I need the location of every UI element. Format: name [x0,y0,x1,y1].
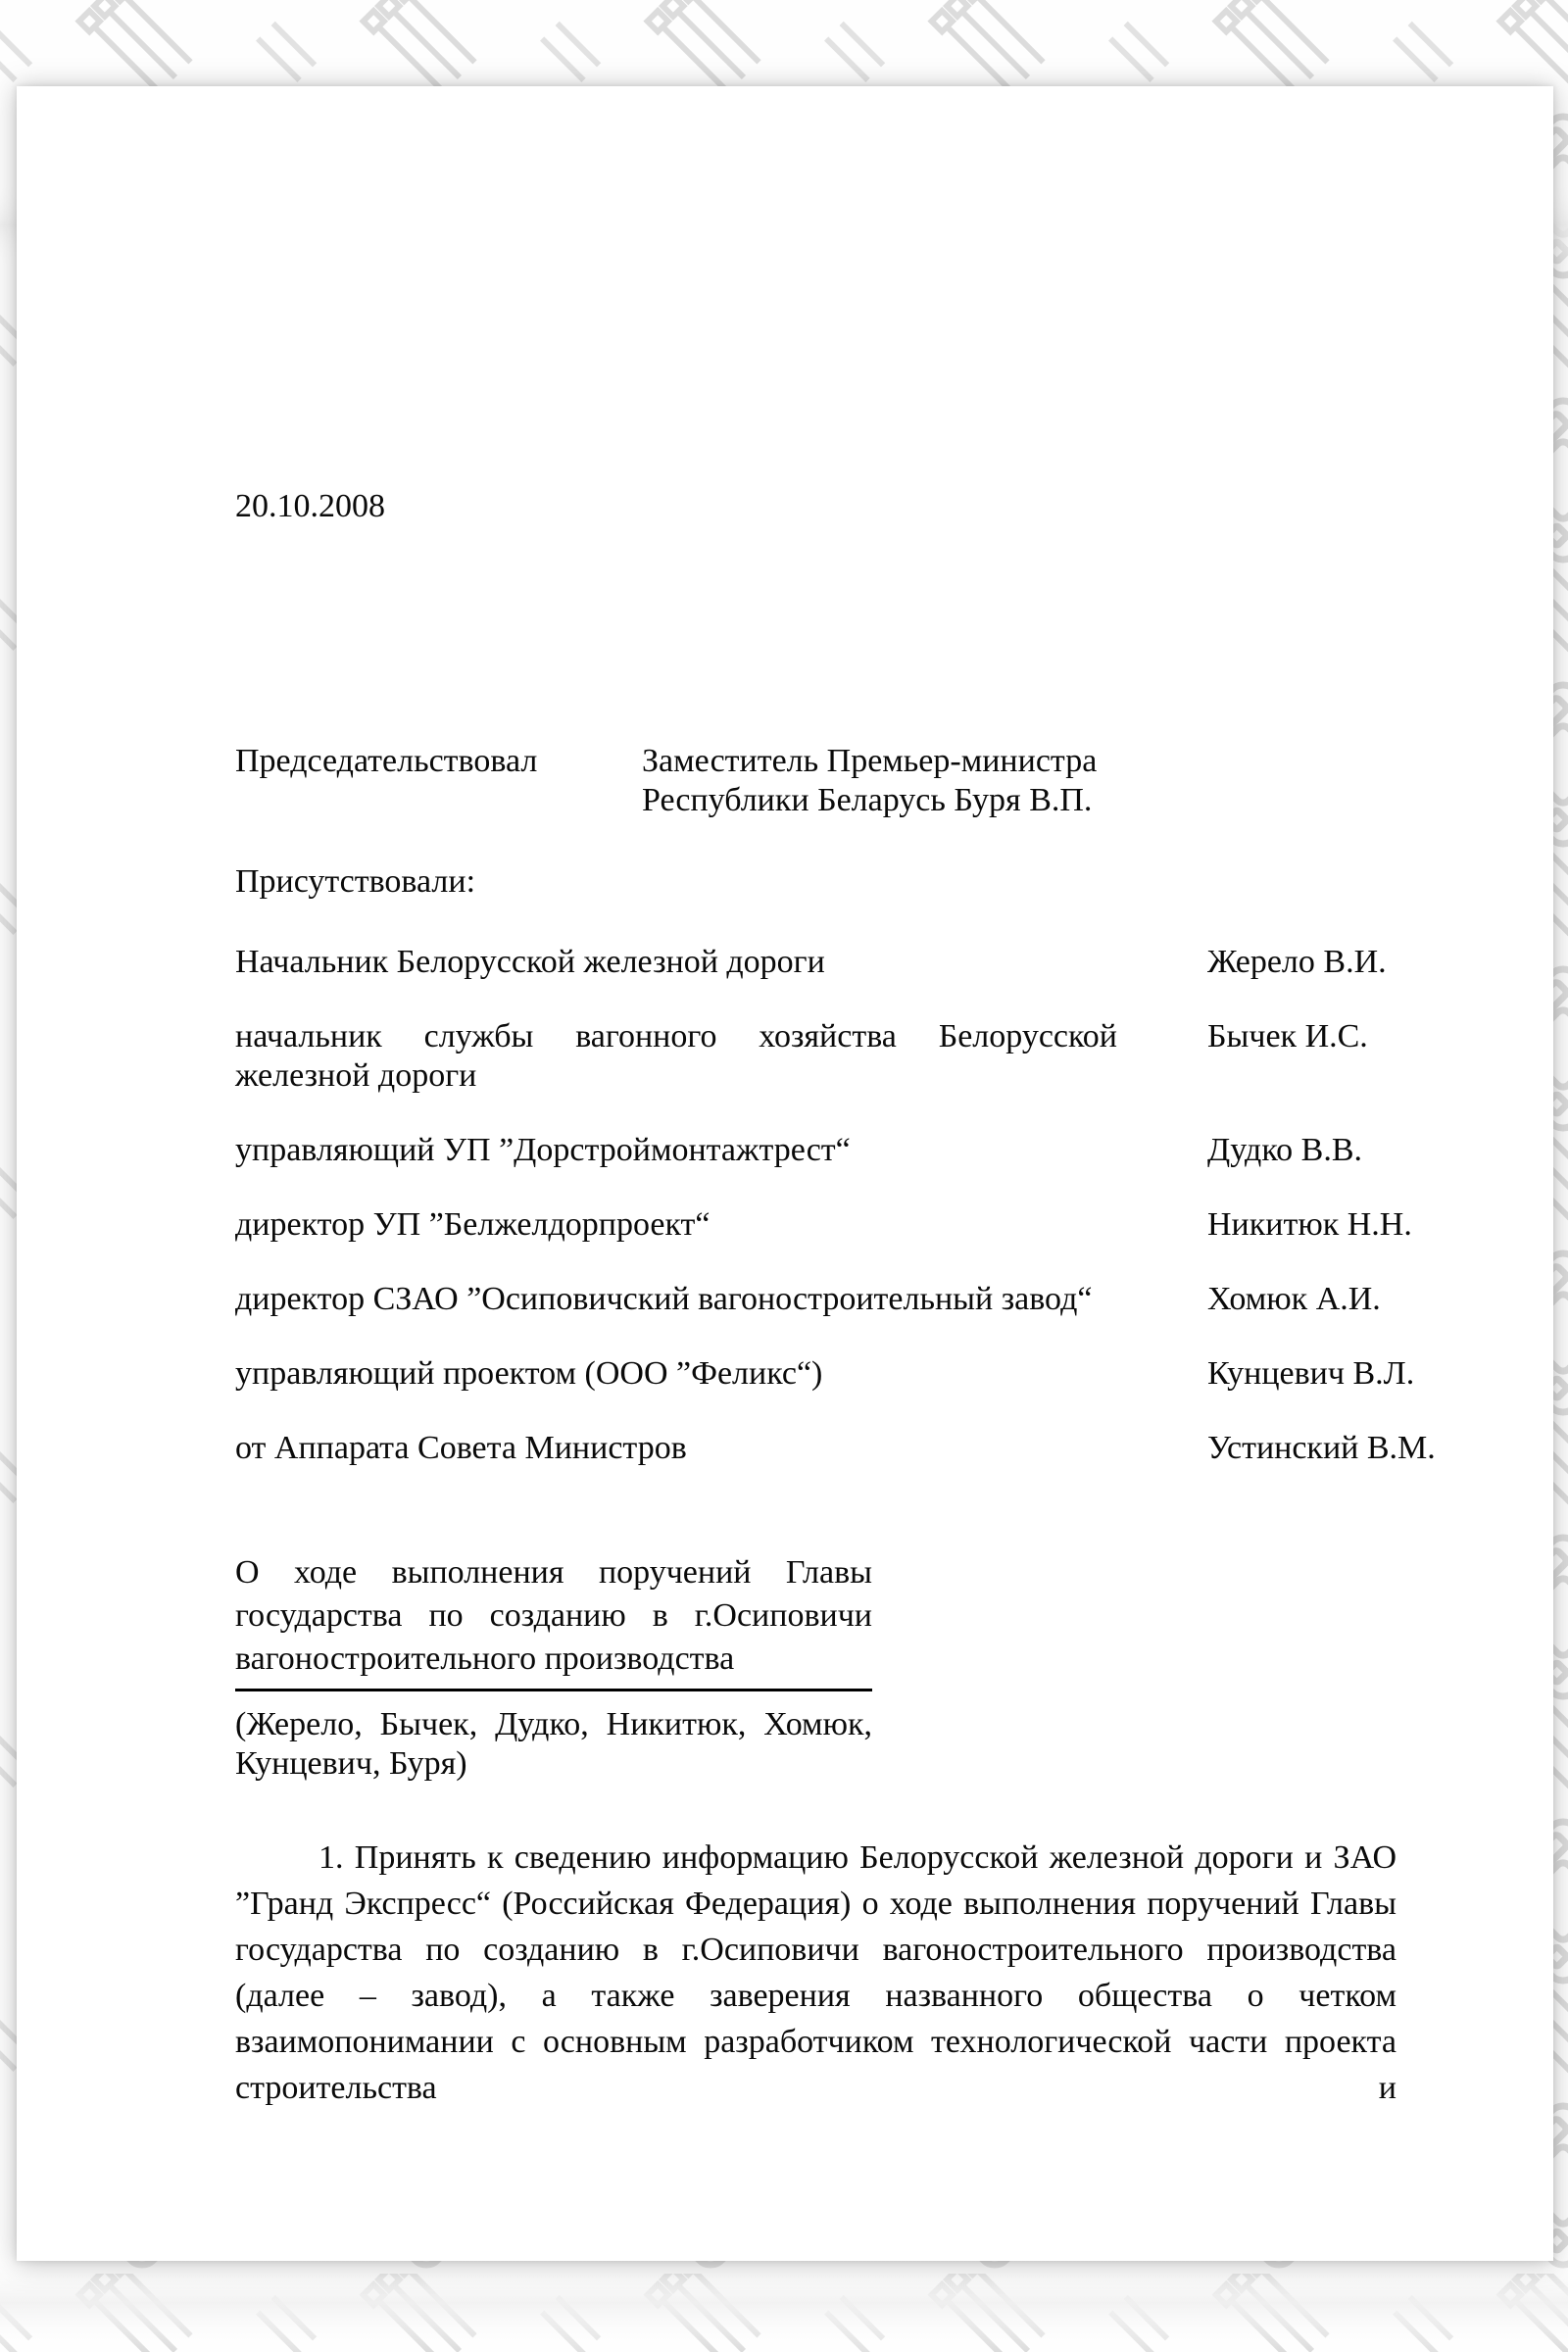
attendee-role: директор СЗАО ”Осиповичский вагоностроительный завод“ [235,1281,1093,1317]
attendee-name: Дудко В.В. [1207,1132,1362,1168]
resolution-paragraph: 1. Принять к сведению информацию Белорусской железной дороги и ЗАО ”Гранд Экспресс“ (Российская Федерация) о ходе выполнения поручений Главы государства по созданию в г.Осиповичи вагоностроительного производства (далее – завод), а также заверения названного общества о четком взаимопонимании с основным разработчиком технологической части проекта строительства и [235,1839,1396,2106]
attendee-row [235,943,1494,982]
attendee-role: от Аппарата Совета Министров [235,1430,687,1466]
subject-speakers: (Жерело, Бычек, Дудко, Никитюк, Хомюк, Кунцевич, Буря) [235,1706,872,1782]
attendee-row [235,1354,1494,1394]
chairman-name: Заместитель Премьер-министра Республики Беларусь Буря В.П. [642,743,1098,818]
attendee-role: директор УП ”Белжелдорпроект“ [235,1206,710,1243]
attendee-name: Бычек И.С. [1207,1018,1368,1054]
chairman-label: Председательствовал [235,743,538,779]
attendees-list [235,943,1494,1468]
attendees-label: Присутствовали: [235,863,476,900]
attendee-role: Начальник Белорусской железной дороги [235,944,825,980]
document-date: 20.10.2008 [235,488,385,524]
subject-underline [235,1689,872,1691]
attendee-name: Устинский В.М. [1207,1430,1436,1466]
chairman-row [235,742,1494,820]
attendee-row [235,1017,1494,1096]
attendee-name: Кунцевич В.Л. [1207,1355,1415,1392]
attendee-name: Хомюк А.И. [1207,1281,1381,1317]
attendee-row [235,1131,1494,1170]
attendee-row [235,1280,1494,1319]
attendee-row [235,1429,1494,1468]
attendee-role: начальник службы вагонного хозяйства Белорусской железной дороги [235,1018,1117,1094]
attendee-name: Никитюк Н.Н. [1207,1206,1412,1243]
attendee-role: управляющий УП ”Дорстроймонтажтрест“ [235,1132,851,1168]
attendee-row [235,1205,1494,1245]
subject-title: О ходе выполнения поручений Главы государства по созданию в г.Осиповичи вагоностроительного производства [235,1554,872,1677]
attendee-name: Жерело В.И. [1207,944,1387,980]
document-page [17,86,1553,2261]
attendee-role: управляющий проектом (ООО ”Феликс“) [235,1355,823,1392]
